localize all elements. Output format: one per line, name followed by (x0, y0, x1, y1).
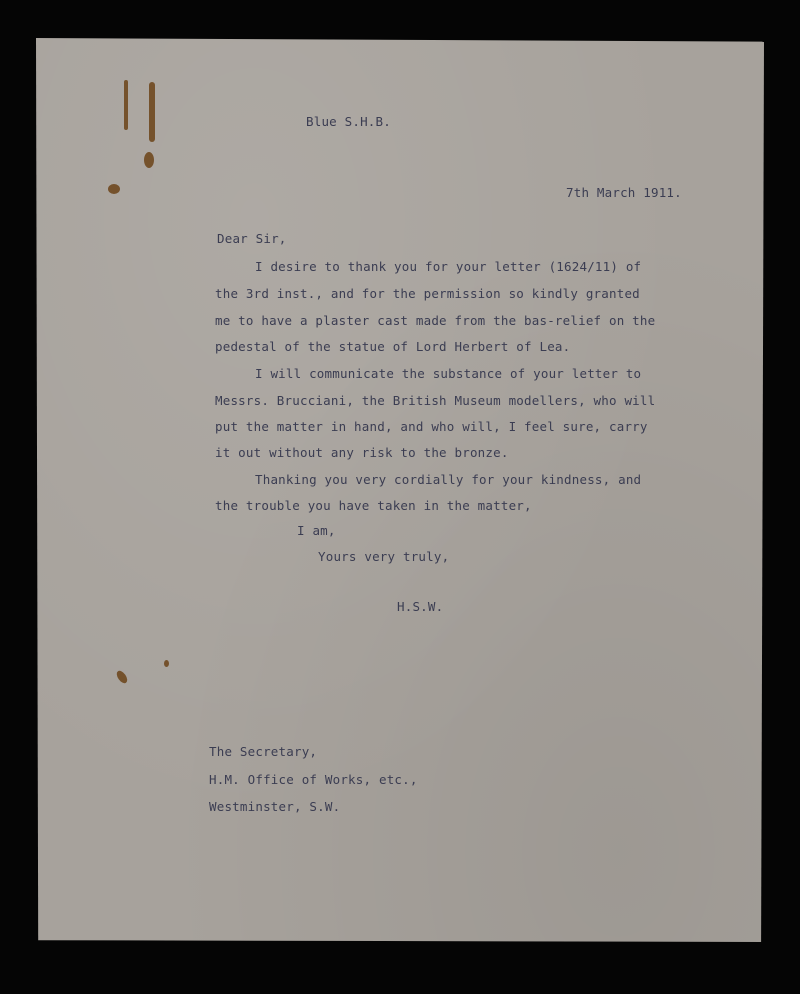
closing-line: Yours very truly, (318, 549, 450, 564)
recipient-line: The Secretary, (209, 744, 318, 759)
closing-line: I am, (297, 523, 336, 538)
signature-initials: H.S.W. (397, 599, 444, 614)
body-line: I will communicate the substance of your letter to (255, 366, 642, 381)
rust-stain (144, 152, 154, 168)
rust-stain (124, 80, 128, 130)
body-line: the 3rd inst., and for the permission so kindly granted (215, 286, 640, 301)
rust-stain (115, 669, 130, 685)
recipient-line: Westminster, S.W. (209, 799, 341, 814)
recipient-line: H.M. Office of Works, etc., (209, 772, 418, 787)
body-line: it out without any risk to the bronze. (215, 445, 509, 460)
file-reference: Blue S.H.B. (306, 114, 391, 129)
body-line: put the matter in hand, and who will, I feel sure, carry (215, 419, 648, 434)
body-line: Thanking you very cordially for your kindness, and (255, 472, 642, 487)
body-line: pedestal of the statue of Lord Herbert of Lea. (215, 339, 571, 354)
body-line: I desire to thank you for your letter (1624/11) of (255, 259, 642, 274)
rust-stain (149, 82, 155, 142)
letter-date: 7th March 1911. (566, 185, 682, 200)
letter-page (36, 38, 764, 942)
body-line: the trouble you have taken in the matter, (215, 498, 532, 513)
rust-stain (164, 660, 169, 667)
rust-stain (108, 184, 120, 194)
body-line: me to have a plaster cast made from the bas-relief on the (215, 313, 656, 328)
body-line: Messrs. Brucciani, the British Museum modellers, who will (215, 393, 656, 408)
salutation: Dear Sir, (217, 231, 287, 246)
